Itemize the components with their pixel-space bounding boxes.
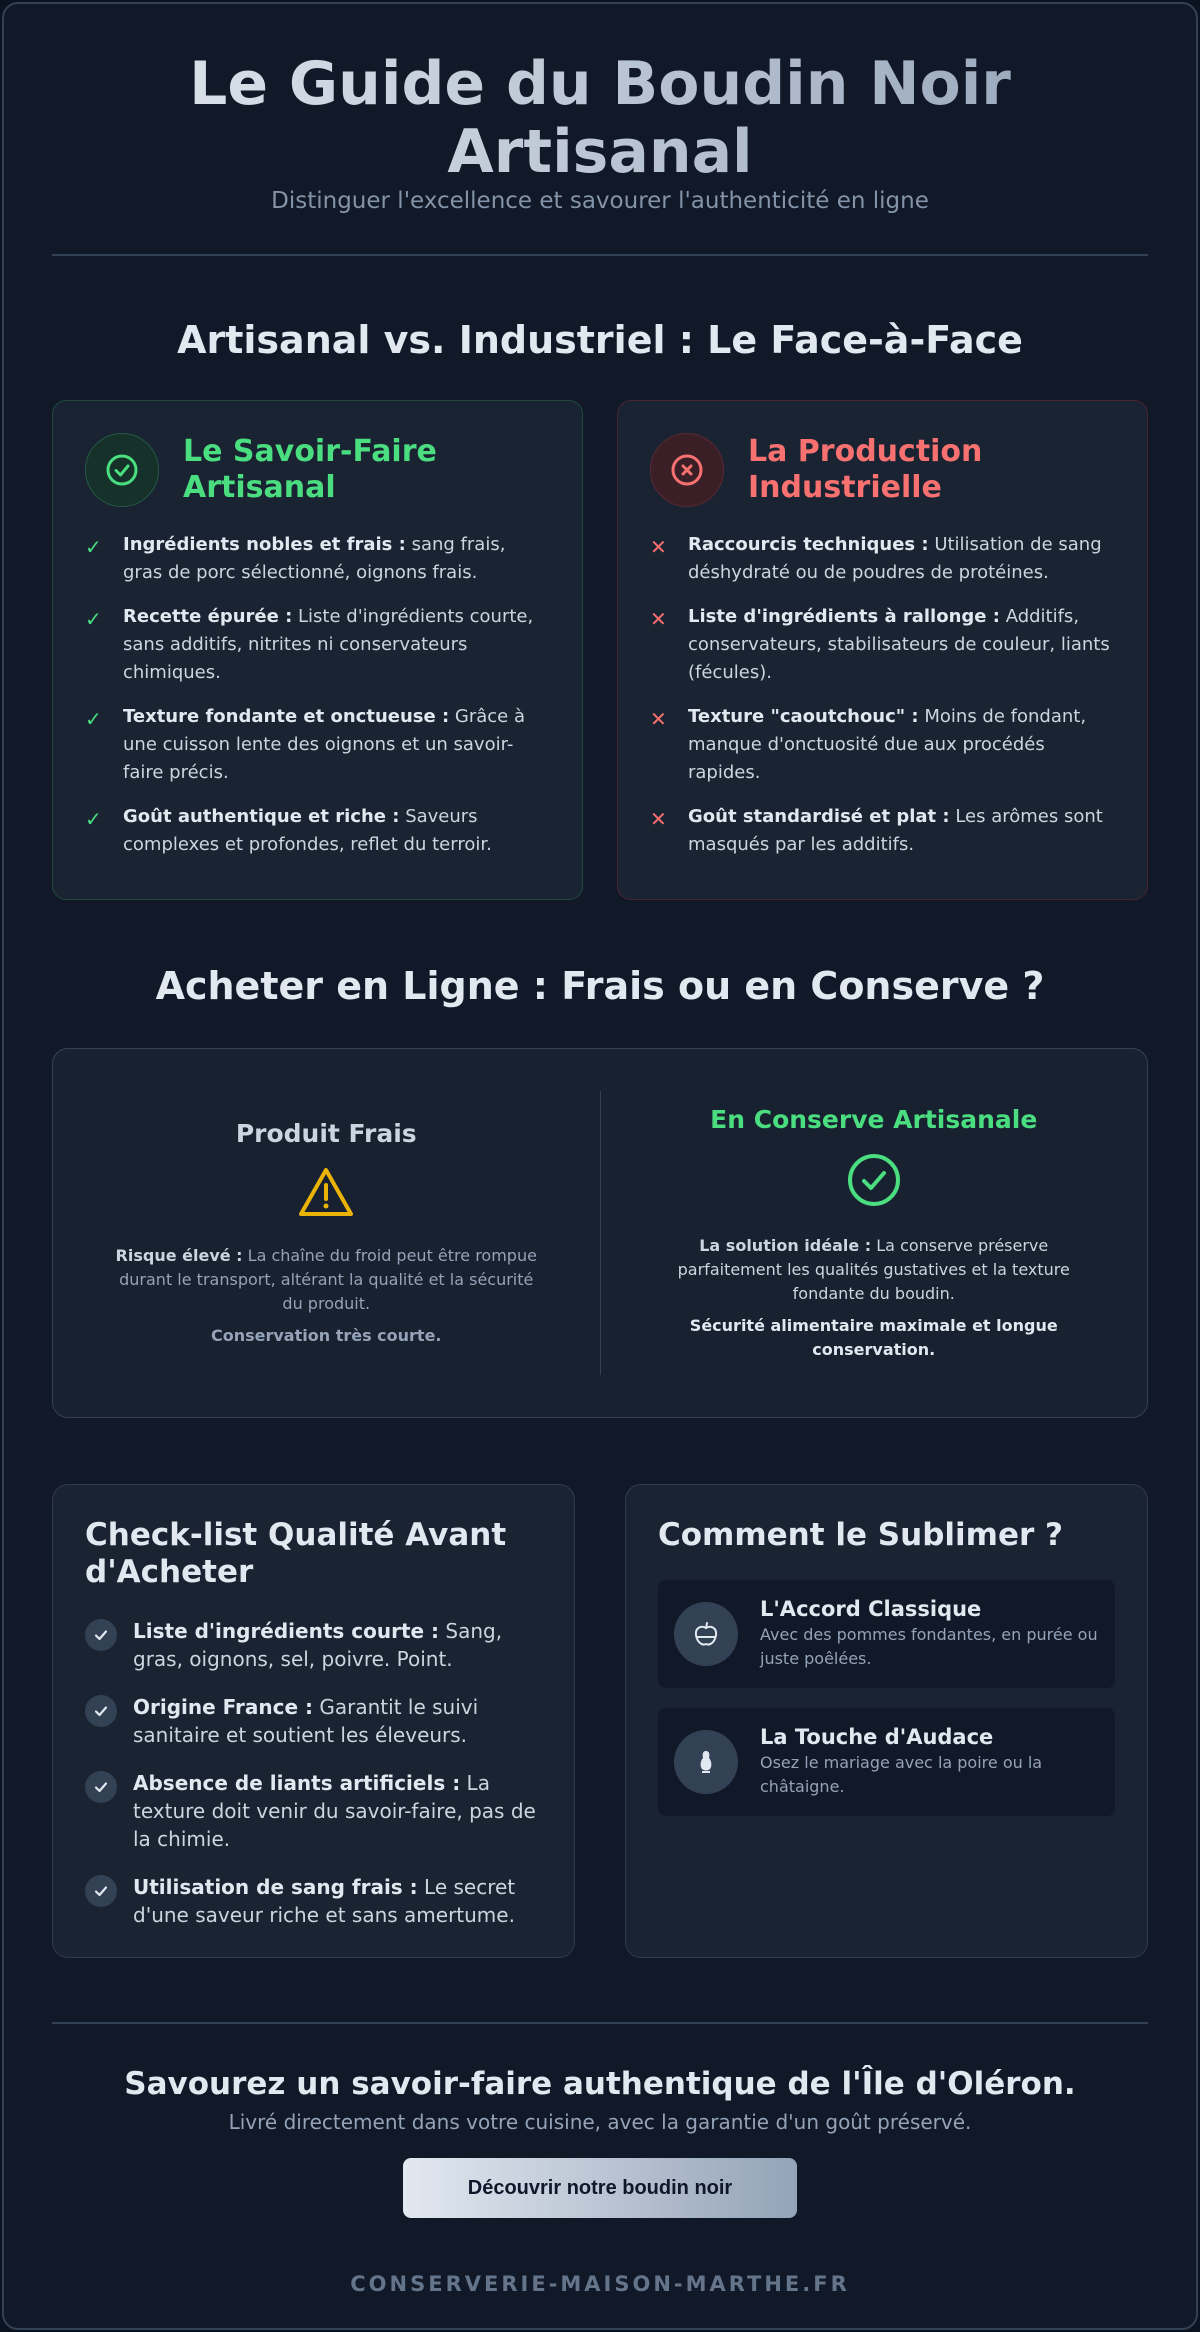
checklist-title: Check-list Qualité Avant d'Acheter bbox=[85, 1517, 507, 1590]
item-text: Utilisation de sang déshydraté ou de poudres de protéines. bbox=[688, 534, 1102, 583]
industrial-list bbox=[650, 531, 1115, 859]
item-text: Moins de fondant, manque d'onctuosité due aux procédés rapides. bbox=[688, 706, 1087, 783]
list-item bbox=[85, 1617, 542, 1673]
pairing-description: Avec des pommes fondantes, en purée ou juste poêlées. bbox=[760, 1625, 1098, 1668]
item-text: Grâce à une cuisson lente des oignons et un savoir-faire précis. bbox=[123, 706, 525, 783]
checklist-card bbox=[52, 1484, 575, 1958]
check-circle-icon bbox=[846, 1152, 902, 1212]
item-label: Origine France : bbox=[133, 1695, 314, 1719]
comparison-section-title: Artisanal vs. Industriel : Le Face-à-Face bbox=[177, 318, 1023, 362]
checkmark-icon bbox=[85, 1619, 117, 1651]
list-item bbox=[650, 531, 1115, 587]
fresh-text: La chaîne du froid peut être rompue durant le transport, altérant la qualité et la sécurité du produit. bbox=[119, 1245, 537, 1313]
list-item bbox=[85, 1873, 542, 1929]
list-item bbox=[85, 531, 550, 587]
comparison-row bbox=[52, 400, 1148, 900]
checklist-list bbox=[85, 1617, 542, 1929]
item-label: Utilisation de sang frais : bbox=[133, 1875, 418, 1899]
item-text: Liste d'ingrédients courte, sans additifs, nitrites ni conservateurs chimiques. bbox=[123, 606, 534, 683]
item-label: Goût authentique et riche : bbox=[123, 806, 400, 827]
pairings-card bbox=[625, 1484, 1148, 1958]
item-text: Garantit le suivi sanitaire et soutient les éleveurs. bbox=[133, 1695, 479, 1747]
item-label: Ingrédients nobles et frais : bbox=[123, 534, 406, 555]
list-item bbox=[85, 803, 550, 859]
footer-divider bbox=[52, 2022, 1148, 2024]
item-label: Recette épurée : bbox=[123, 606, 293, 627]
check-icon: ✓ bbox=[85, 807, 102, 831]
canned-note: Sécurité alimentaire maximale et longue conservation. bbox=[689, 1315, 1058, 1359]
apple-icon bbox=[674, 1602, 738, 1666]
x-icon: ✕ bbox=[650, 607, 667, 631]
fresh-note: Conservation très courte. bbox=[210, 1325, 442, 1345]
artisanal-card-title: Le Savoir-Faire Artisanal bbox=[183, 434, 437, 505]
brand-footer: CONSERVERIE-MAISON-MARTHE.FR bbox=[350, 2272, 850, 2296]
artisanal-card bbox=[52, 400, 583, 900]
item-label: Texture fondante et onctueuse : bbox=[123, 706, 450, 727]
page-container bbox=[52, 50, 1148, 2296]
pairing-title: L'Accord Classique bbox=[760, 1597, 982, 1621]
check-circle-icon bbox=[85, 433, 159, 507]
pairing-description: Osez le mariage avec la poire ou la châtaigne. bbox=[760, 1753, 1043, 1796]
check-icon: ✓ bbox=[85, 607, 102, 631]
page-title: Le Guide du Boudin Noir Artisanal bbox=[52, 50, 1148, 186]
item-text: Le secret d'une saveur riche et sans amertume. bbox=[133, 1875, 516, 1927]
canned-title: En Conserve Artisanale bbox=[710, 1104, 1038, 1134]
cta-wrapper bbox=[52, 2158, 1148, 2218]
fresh-title: Produit Frais bbox=[235, 1118, 417, 1148]
pairing-text bbox=[760, 1597, 1099, 1671]
fresh-description bbox=[113, 1244, 540, 1316]
canned-label: La solution idéale : bbox=[699, 1235, 872, 1255]
page-subtitle: Distinguer l'excellence et savourer l'authenticité en ligne bbox=[271, 188, 929, 214]
footer-subtitle: Livré directement dans votre cuisine, avec la garantie d'un goût préservé. bbox=[228, 2110, 972, 2134]
item-label: Liste d'ingrédients courte : bbox=[133, 1619, 440, 1643]
bottom-row bbox=[52, 1484, 1148, 1958]
x-icon: ✕ bbox=[650, 807, 667, 831]
x-circle-icon bbox=[650, 433, 724, 507]
industrial-card bbox=[617, 400, 1148, 900]
pairing-text bbox=[760, 1725, 1099, 1799]
pear-icon bbox=[674, 1730, 738, 1794]
item-text: Sang, gras, oignons, sel, poivre. Point. bbox=[133, 1619, 503, 1671]
list-item bbox=[650, 603, 1115, 687]
buying-section-title: Acheter en Ligne : Frais ou en Conserve ? bbox=[155, 964, 1045, 1008]
item-text: Les arômes sont masqués par les additifs. bbox=[688, 806, 1103, 855]
checkmark-icon bbox=[85, 1771, 117, 1803]
check-icon: ✓ bbox=[85, 707, 102, 731]
header-divider bbox=[52, 254, 1148, 256]
item-label: Raccourcis techniques : bbox=[688, 534, 929, 555]
canned-text: La conserve préserve parfaitement les qualités gustatives et la texture fondante du boudin. bbox=[677, 1235, 1070, 1303]
pairing-item-classic bbox=[658, 1580, 1115, 1688]
check-icon: ✓ bbox=[85, 535, 102, 559]
list-item bbox=[85, 703, 550, 787]
list-item bbox=[85, 603, 550, 687]
list-item bbox=[650, 803, 1115, 859]
item-label: Texture "caoutchouc" : bbox=[688, 706, 919, 727]
x-icon: ✕ bbox=[650, 535, 667, 559]
item-text: sang frais, gras de porc sélectionné, oignons frais. bbox=[123, 534, 506, 583]
list-item bbox=[85, 1769, 542, 1853]
artisanal-list bbox=[85, 531, 550, 859]
warning-triangle-icon bbox=[298, 1166, 354, 1222]
artisanal-card-header bbox=[85, 433, 550, 507]
item-label: Goût standardisé et plat : bbox=[688, 806, 950, 827]
industrial-card-title: La Production Industrielle bbox=[748, 434, 983, 505]
footer-title: Savourez un savoir-faire authentique de l'Île d'Oléron. bbox=[124, 2066, 1076, 2102]
page-frame bbox=[2, 2, 1198, 2330]
item-label: Liste d'ingrédients à rallonge : bbox=[688, 606, 1000, 627]
item-label: Absence de liants artificiels : bbox=[133, 1771, 461, 1795]
item-text: Additifs, conservateurs, stabilisateurs de couleur, liants (fécules). bbox=[688, 606, 1110, 683]
fresh-label: Risque élevé : bbox=[115, 1245, 243, 1265]
pairings-title: Comment le Sublimer ? bbox=[658, 1517, 1064, 1553]
fresh-column bbox=[53, 1091, 600, 1375]
canned-column bbox=[601, 1091, 1148, 1375]
x-icon: ✕ bbox=[650, 707, 667, 731]
checkmark-icon bbox=[85, 1875, 117, 1907]
industrial-card-header bbox=[650, 433, 1115, 507]
pairing-title: La Touche d'Audace bbox=[760, 1725, 994, 1749]
list-item bbox=[650, 703, 1115, 787]
canned-description bbox=[661, 1234, 1088, 1306]
discover-button[interactable]: Découvrir notre boudin noir bbox=[403, 2158, 797, 2218]
list-item bbox=[85, 1693, 542, 1749]
buying-card bbox=[52, 1048, 1148, 1418]
item-text: Saveurs complexes et profondes, reflet du terroir. bbox=[123, 806, 492, 855]
item-text: La texture doit venir du savoir-faire, pas de la chimie. bbox=[133, 1771, 536, 1851]
pairing-item-audacious bbox=[658, 1708, 1115, 1816]
checkmark-icon bbox=[85, 1695, 117, 1727]
